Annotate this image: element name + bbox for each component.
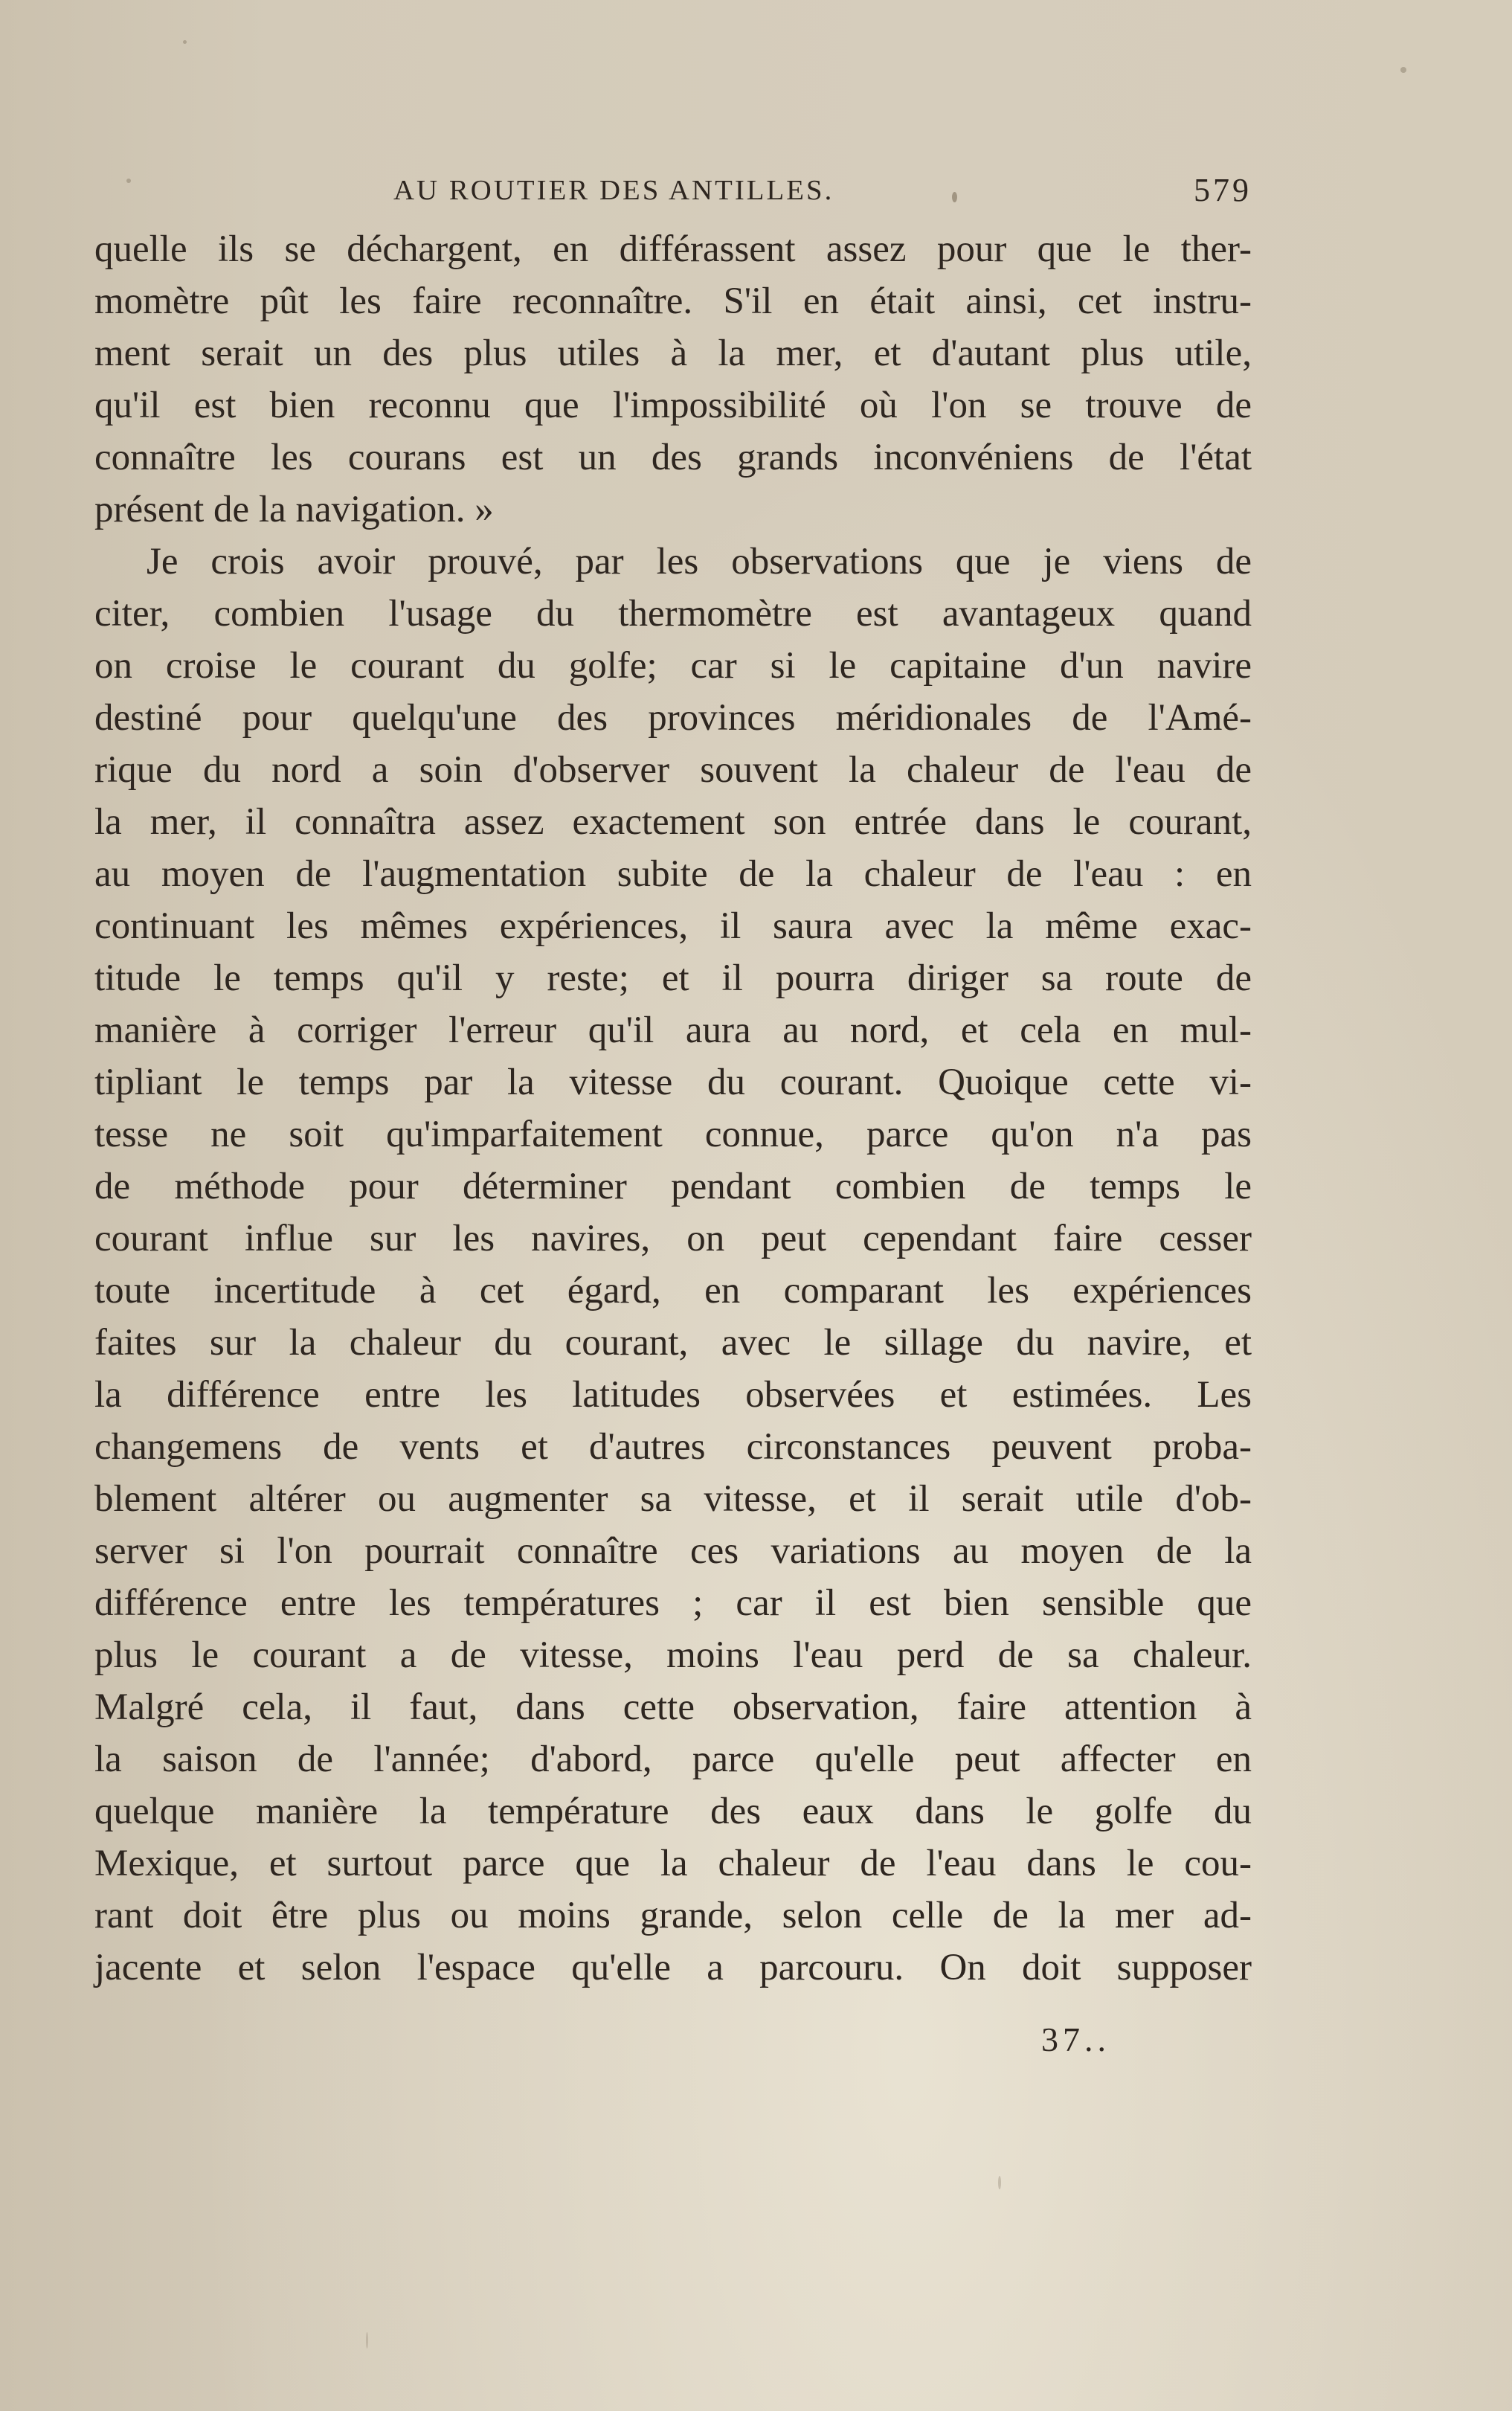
text-line: continuant les mêmes expériences, il saura avec la même exac- — [94, 905, 1252, 947]
text-line: tipliant le temps par la vitesse du courant. Quoique cette vi- — [94, 1062, 1252, 1103]
signature-mark: 37.. — [1041, 2020, 1110, 2058]
text-line-paragraph-end: présent de la navigation. » — [94, 489, 494, 530]
text-line: au moyen de l'augmentation subite de la chaleur de l'eau : en — [94, 853, 1252, 895]
text-line: la différence entre les latitudes observées et estimées. Les — [94, 1374, 1252, 1416]
paper-speck — [1400, 67, 1406, 73]
paper-speck — [183, 40, 187, 44]
text-line: ment serait un des plus utiles à la mer, et d'autant plus utile, — [94, 333, 1252, 374]
text-line: Malgré cela, il faut, dans cette observation, faire attention à — [94, 1686, 1252, 1728]
text-line: changemens de vents et d'autres circonstances peuvent proba- — [94, 1426, 1252, 1468]
text-line: de méthode pour déterminer pendant combien de temps le — [94, 1166, 1252, 1207]
text-line: plus le courant a de vitesse, moins l'eau perd de sa chaleur. — [94, 1634, 1252, 1676]
paper-speck — [998, 2176, 1001, 2189]
text-line: on croise le courant du golfe; car si le capitaine d'un navire — [94, 645, 1252, 687]
text-line: courant influe sur les navires, on peut cependant faire cesser — [94, 1218, 1252, 1259]
text-line: manière à corriger l'erreur qu'il aura au nord, et cela en mul- — [94, 1009, 1252, 1051]
text-line: faites sur la chaleur du courant, avec le sillage du navire, et — [94, 1322, 1252, 1364]
text-line: Mexique, et surtout parce que la chaleur de l'eau dans le cou- — [94, 1843, 1252, 1884]
text-line: la mer, il connaîtra assez exactement son entrée dans le courant, — [94, 801, 1252, 843]
text-line: quelque manière la température des eaux dans le golfe du — [94, 1791, 1252, 1832]
text-line: qu'il est bien reconnu que l'impossibilité où l'on se trouve de — [94, 385, 1252, 426]
page-number: 579 — [1194, 172, 1252, 208]
text-line: toute incertitude à cet égard, en comparant les expériences — [94, 1270, 1252, 1312]
text-line: citer, combien l'usage du thermomètre est avantageux quand — [94, 593, 1252, 635]
text-line: la saison de l'année; d'abord, parce qu'elle peut affecter en — [94, 1739, 1252, 1780]
text-line: rant doit être plus ou moins grande, selon celle de la mer ad- — [94, 1895, 1252, 1936]
text-line: server si l'on pourrait connaître ces variations au moyen de la — [94, 1530, 1252, 1572]
text-line: destiné pour quelqu'une des provinces méridionales de l'Amé- — [94, 697, 1252, 739]
paper-speck — [126, 179, 131, 183]
body-text — [94, 223, 1252, 1994]
paper-speck — [366, 2332, 368, 2349]
text-line: titude le temps qu'il y reste; et il pourra diriger sa route de — [94, 957, 1252, 999]
text-line: tesse ne soit qu'imparfaitement connue, parce qu'on n'a pas — [94, 1114, 1252, 1155]
paper-speck — [952, 192, 957, 202]
text-line: quelle ils se déchargent, en différassent assez pour que le ther- — [94, 228, 1252, 270]
running-head — [393, 168, 1252, 213]
text-line: jacente et selon l'espace qu'elle a parcouru. On doit supposer — [94, 1947, 1252, 1988]
text-line: momètre pût les faire reconnaître. S'il en était ainsi, cet instru- — [94, 280, 1252, 322]
text-line: blement altérer ou augmenter sa vitesse, et il serait utile d'ob- — [94, 1478, 1252, 1520]
text-line: connaître les courans est un des grands inconvéniens de l'état — [94, 437, 1252, 478]
text-line: différence entre les températures ; car il est bien sensible que — [94, 1582, 1252, 1624]
text-line-paragraph-start: Je crois avoir prouvé, par les observations que je viens de — [147, 541, 1252, 582]
text-line: rique du nord a soin d'observer souvent la chaleur de l'eau de — [94, 749, 1252, 791]
running-title: AU ROUTIER DES ANTILLES. — [393, 175, 834, 206]
